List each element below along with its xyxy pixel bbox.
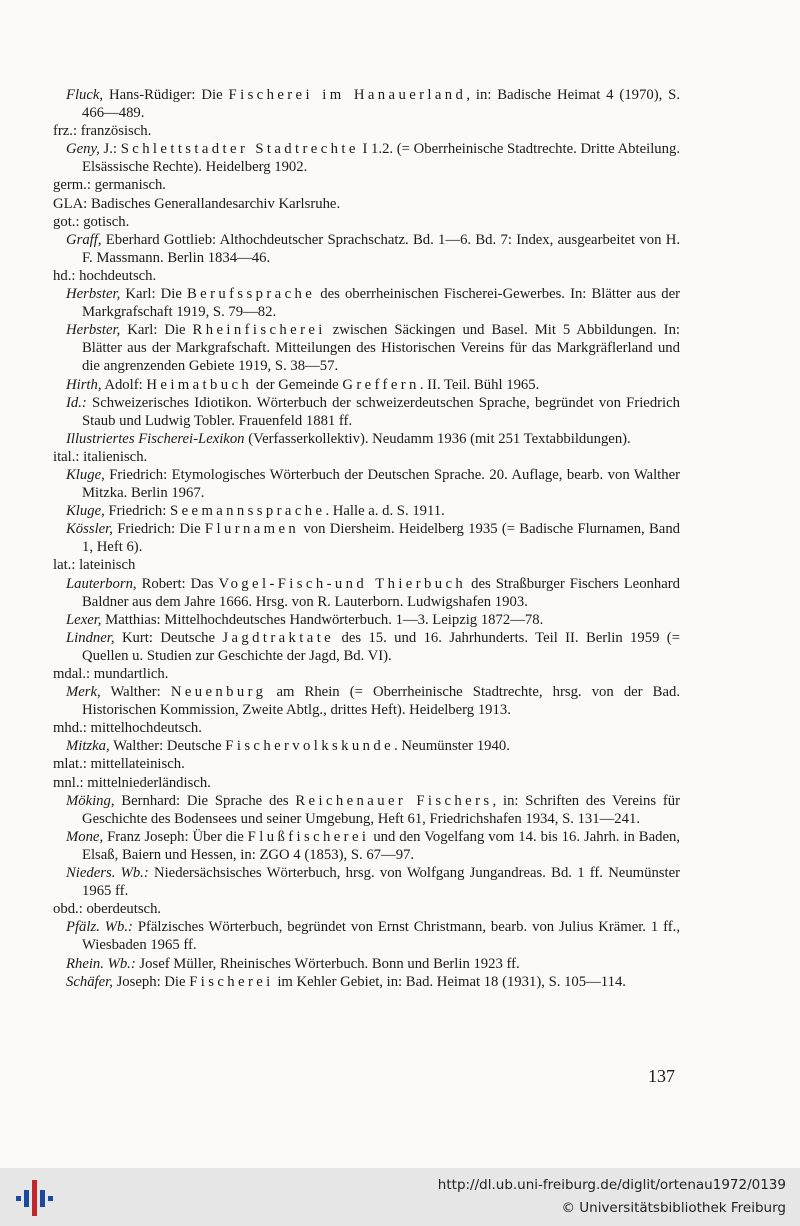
bibliography-entry <box>66 737 680 755</box>
entry-text: Karl: Die <box>120 286 187 303</box>
ub-freiburg-logo-icon <box>14 1178 54 1218</box>
entry-text: zwischen Säckingen und Basel. Mit 5 Abbildungen. In: Blätter aus der Markgrafschaft. Mitteilungen des Historischen Vereins für das Markgräflerland und die angrenzenden Gebiete 1919, S. 38—57. <box>82 322 680 375</box>
bibliography-entry <box>66 520 680 556</box>
abbreviation-text: GLA: Badisches Generallandesarchiv Karlsruhe. <box>53 195 341 212</box>
entry-text: Matthias: Mittelhochdeutsches Handwörterbuch. 1—3. Leipzig 1872—78. <box>101 611 544 628</box>
copyright-notice: © Universitätsbibliothek Freiburg <box>561 1200 786 1216</box>
entry-text: Walther: <box>100 684 171 701</box>
entry-text: (Verfasserkollektiv). Neudamm 1936 (mit 251 Textabbildungen). <box>244 430 631 447</box>
bibliography-entry <box>66 394 680 430</box>
entry-author: Lauterborn, <box>66 575 137 592</box>
bibliography-entry <box>66 611 680 629</box>
bibliography-entry <box>66 502 680 520</box>
entry-author: Graff, <box>66 231 102 248</box>
entry-text: Adolf: <box>101 376 147 393</box>
abbreviation-entry <box>53 900 680 918</box>
abbreviation-entry <box>53 122 680 140</box>
abbreviation-text: mdal.: mundartlich. <box>53 666 169 682</box>
entry-spaced-title: Rheinfischerei <box>192 322 326 339</box>
entry-text: im Kehler Gebiet, in: Bad. Heimat 18 (1931), S. 105—114. <box>273 973 626 990</box>
entry-author: Illustriertes Fischerei-Lexikon <box>66 430 245 447</box>
abbreviation-entry <box>53 755 680 773</box>
bibliography-entry <box>66 430 680 448</box>
entry-author: Kluge, <box>66 503 105 520</box>
entry-spaced-title: Seemannssprache <box>170 503 326 520</box>
entry-text: , in: Schriften des Vereins für Geschichte des Bodensees und seiner Umgebung, Heft 61, Friedrichshafen 1934, S. 131—241. <box>82 792 680 827</box>
viewer-footer <box>0 1168 800 1226</box>
entry-text: von Diersheim. Heidelberg 1935 (= Badische Flurnamen, Band 1, Heft 6). <box>82 521 681 556</box>
entry-author: Fluck, <box>66 87 104 103</box>
entry-text: Robert: Das <box>136 575 219 592</box>
abbreviation-entry <box>53 213 680 231</box>
abbreviation-text: frz.: französisch. <box>53 123 152 140</box>
entry-author: Id.: <box>66 394 87 411</box>
entry-text: Eberhard Gottlieb: Althochdeutscher Sprachschatz. Bd. 1—6. Bd. 7: Index, ausgearbeitet von H. F. Massmann. Berlin 1834—46. <box>82 231 680 266</box>
entry-text: Friedrich: Etymologisches Wörterbuch der Deutschen Sprache. 20. Auflage, bearb. von Walther Mitzka. Berlin 1967. <box>82 466 680 502</box>
entry-text: Walther: Deutsche <box>109 738 226 755</box>
entry-text: , in: Badische Heimat 4 (1970), S. 466—489. <box>82 87 680 122</box>
entry-text: Joseph: Die <box>112 973 190 990</box>
entry-author: Schäfer, <box>66 973 113 990</box>
entry-text: Niedersächsisches Wörterbuch, hrsg. von Wolfgang Jungandreas. Bd. 1 ff. Neumünster 1965 ff. <box>82 865 680 900</box>
bibliography-entry <box>66 864 680 900</box>
bibliography-entry <box>66 918 680 954</box>
entry-author: Kössler, <box>66 521 113 538</box>
bibliography-entry <box>66 466 680 502</box>
bibliography-entry <box>66 376 680 394</box>
entry-author: Lindner, <box>66 629 115 646</box>
entry-spaced-title: Heimatbuch <box>146 376 253 393</box>
entry-author: Rhein. Wb.: <box>66 955 136 972</box>
entry-text: des Straßburger Fischers Leonhard Baldner aus dem Jahre 1666. Hrsg. von R. Lauterborn. Ludwigshafen 1903. <box>82 575 680 610</box>
abbreviation-text: obd.: oberdeutsch. <box>53 901 162 918</box>
abbreviation-text: ital.: italienisch. <box>53 448 148 465</box>
entry-text: der Gemeinde <box>252 376 343 393</box>
entry-spaced-title: Reichenauer Fischers <box>295 792 493 809</box>
entry-author: Nieders. Wb.: <box>66 865 149 882</box>
bibliography-entry <box>66 629 680 665</box>
entry-text: des 15. und 16. Jahrhunderts. Teil II. Berlin 1959 (= Quellen u. Studien zur Geschichte der Jagd, Bd. VI). <box>82 629 680 664</box>
entry-spaced-title: Fischerei im Hanauerland <box>228 87 467 103</box>
bibliography-entry <box>66 973 680 991</box>
entry-text: . II. Teil. Bühl 1965. <box>419 376 540 393</box>
entry-author: Herbster, <box>66 322 121 339</box>
entry-author: Geny, <box>66 141 100 158</box>
entry-text: und den Vogelfang vom 14. bis 16. Jahrh. in Baden, Elsaß, Baiern und Hessen, in: ZGO 4 (1853), S. 67—97. <box>82 828 680 863</box>
entry-spaced-title: Fischervolkskunde <box>225 738 395 755</box>
entry-text: Friedrich: <box>104 503 171 520</box>
page-number: 137 <box>648 1066 675 1086</box>
entry-author: Möking, <box>66 792 115 809</box>
abbreviation-text: lat.: lateinisch <box>53 557 136 574</box>
bibliography-entry <box>66 792 680 828</box>
abbreviation-entry <box>53 195 680 213</box>
entry-text: Josef Müller, Rheinisches Wörterbuch. Bonn und Berlin 1923 ff. <box>135 955 520 972</box>
entry-spaced-title: Jagdtraktate <box>222 629 335 646</box>
abbreviation-text: mnl.: mittelniederländisch. <box>53 774 211 791</box>
bibliography-entry <box>66 140 680 176</box>
entry-author: Mitzka, <box>66 738 110 755</box>
entry-author: Mone, <box>66 828 104 845</box>
entry-text: Karl: Die <box>120 322 193 339</box>
entry-author: Herbster, <box>66 286 121 303</box>
abbreviation-entry <box>53 267 680 285</box>
abbreviation-entry <box>53 448 680 466</box>
bibliography-entry <box>66 683 680 719</box>
bibliography-entry <box>66 86 680 122</box>
abbreviation-entry <box>53 176 680 194</box>
entry-spaced-title: Fischerei <box>189 973 274 990</box>
entry-text: Bernhard: Die Sprache des <box>114 792 296 809</box>
entry-text: des oberrheinischen Fischerei-Gewerbes. In: Blätter aus der Markgrafschaft 1919, S. 79—82. <box>82 286 680 321</box>
entry-text: Pfälzisches Wörterbuch, begründet von Ernst Christmann, bearb. von Julius Krämer. 1 ff., Wiesbaden 1965 ff. <box>82 919 680 954</box>
bibliography-entry <box>66 321 680 375</box>
entry-author: Merk, <box>66 684 101 701</box>
abbreviation-text: mhd.: mittelhochdeutsch. <box>53 720 202 737</box>
entry-spaced-title: Vogel-Fisch-und Thierbuch <box>218 575 467 592</box>
abbreviation-entry <box>53 665 680 683</box>
entry-text: Franz Joseph: Über die <box>103 828 248 845</box>
entry-spaced-title: Neuenburg <box>170 684 267 701</box>
entry-text: Friedrich: Die <box>112 521 205 538</box>
abbreviation-entry <box>53 556 680 574</box>
bibliography-entry <box>66 231 680 267</box>
abbreviation-text: germ.: germanisch. <box>53 177 166 194</box>
entry-author: Kluge, <box>66 466 105 483</box>
entry-text: am Rhein (= Oberrheinische Stadtrechte, hrsg. von der Bad. Historischen Kommission, Zweite Abtlg., drittes Heft). Heidelberg 1913. <box>82 684 681 719</box>
entry-text: J.: <box>99 141 121 158</box>
entry-text: Kurt: Deutsche <box>114 629 223 646</box>
entry-author: Pfälz. Wb.: <box>66 919 133 936</box>
entry-spaced-title: Flurnamen <box>204 521 300 538</box>
entry-author: Lexer, <box>66 611 102 628</box>
entry-text: I 1.2. (= Oberrheinische Stadtrechte. Dritte Abteilung. Elsässische Rechte). Heidelberg 1902. <box>82 141 680 176</box>
entry-spaced-title: Flußfischerei <box>247 828 370 845</box>
bibliography-entry <box>66 955 680 973</box>
abbreviation-entry <box>53 719 680 737</box>
entry-spaced-title: Schlettstadter Stadtrechte <box>120 141 359 158</box>
abbreviation-entry <box>53 774 680 792</box>
bibliography-entry <box>66 575 680 611</box>
abbreviation-text: got.: gotisch. <box>53 213 130 230</box>
entry-text: . Neumünster 1940. <box>394 738 510 755</box>
entry-spaced-title: Berufssprache <box>186 286 316 303</box>
bibliography-list <box>53 86 681 991</box>
entry-text: . Halle a. d. S. 1911. <box>325 503 445 520</box>
bibliography-entry <box>66 285 680 321</box>
source-url-link[interactable]: http://dl.ub.uni-freiburg.de/diglit/ortenau1972/0139 <box>437 1177 786 1193</box>
entry-spaced-title: Greffern <box>342 376 420 393</box>
entry-author: Hirth, <box>66 376 102 393</box>
abbreviation-text: hd.: hochdeutsch. <box>53 267 157 284</box>
entry-text: Hans-Rüdiger: Die <box>103 87 229 103</box>
abbreviation-text: mlat.: mittellateinisch. <box>53 756 185 773</box>
entry-text: Schweizerisches Idiotikon. Wörterbuch der schweizerdeutschen Sprache, begründet von Friedrich Staub und Ludwig Tobler. Frauenfeld 1881 ff. <box>82 394 680 429</box>
bibliography-entry <box>66 828 680 864</box>
